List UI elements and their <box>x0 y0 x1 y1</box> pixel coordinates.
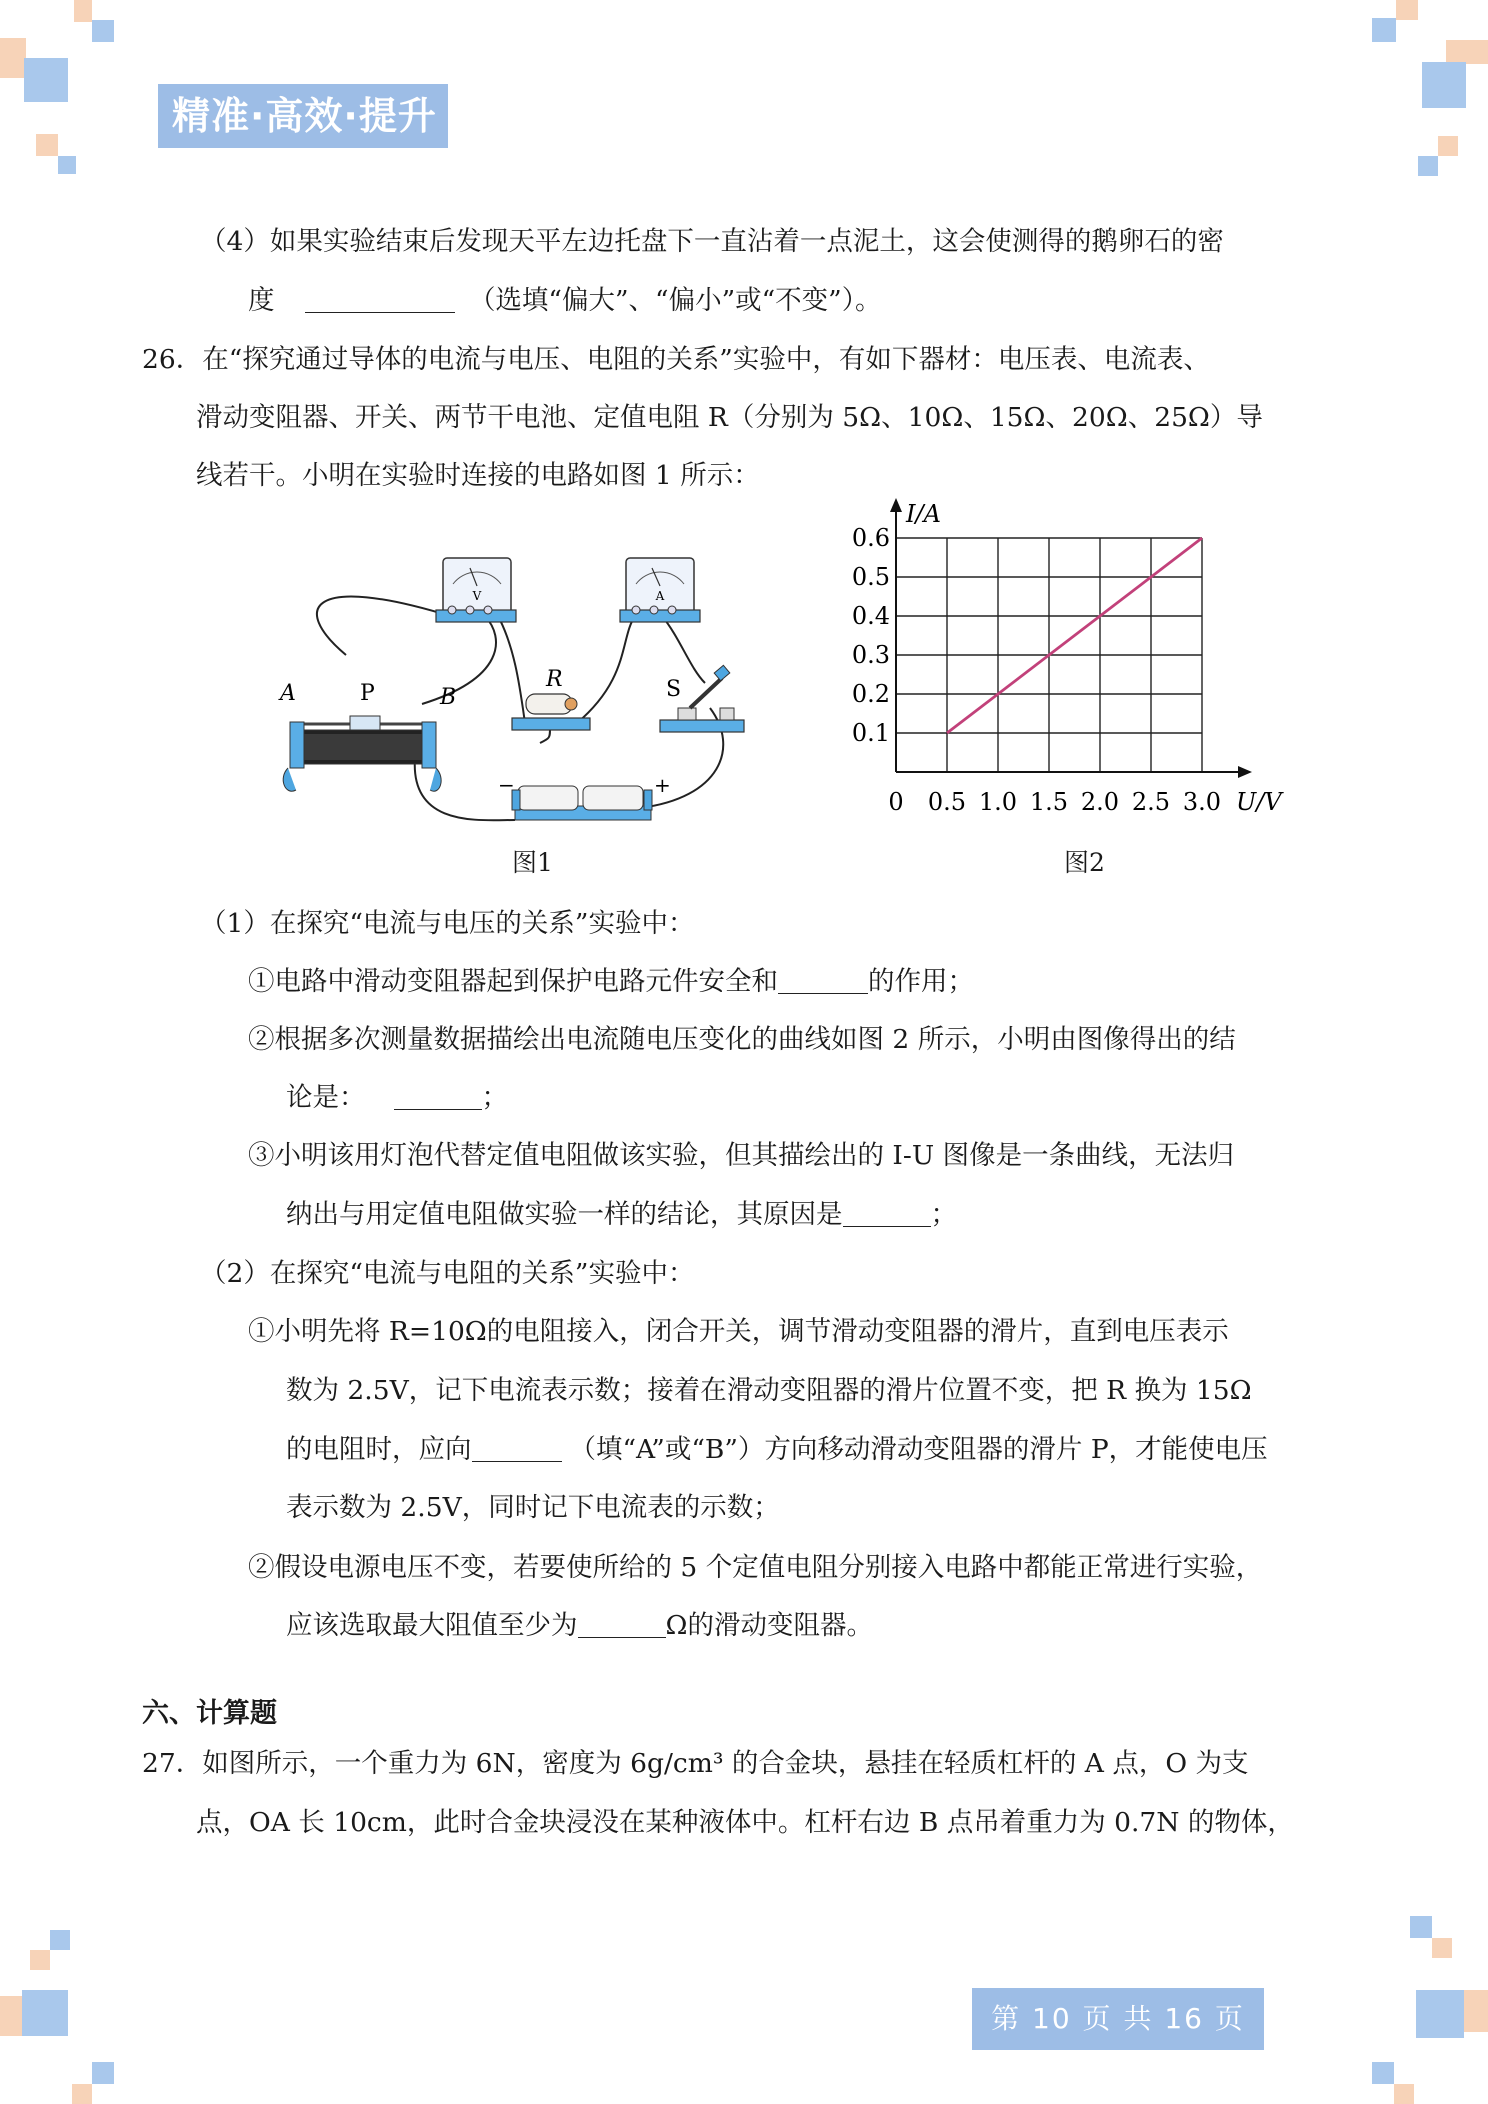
q25-part4-text-a: 度 <box>248 285 275 316</box>
q26-part1-b-text2: 论是： <box>286 1082 366 1113</box>
figure2-caption: 图2 <box>1064 848 1105 877</box>
corner-decoration <box>1372 2062 1394 2084</box>
corner-decoration <box>92 20 114 42</box>
q27-line2: 点，OA 长 10cm，此时合金块浸没在某种液体中。杠杆右边 B 点吊着重力为 0.7N 的物体， <box>196 1807 1294 1838</box>
section6-title: 六、计算题 <box>142 1698 277 1729</box>
label-B: B <box>440 685 457 710</box>
q26-part2-b1: ②假设电源电压不变，若要使所给的 5 个定值电阻分别接入电路中都能正常进行实验， <box>248 1552 1263 1583</box>
corner-decoration <box>1422 62 1466 108</box>
answer-blank[interactable] <box>472 1435 562 1462</box>
corner-decoration <box>72 2084 92 2104</box>
corner-decoration <box>74 0 92 22</box>
q26-part1-title: （1）在探究“电流与电压的关系”实验中： <box>200 908 695 939</box>
chart-x-axis-arrow <box>1238 766 1252 778</box>
voltmeter-label: V <box>472 589 482 603</box>
chart-x-tick-label: 1.5 <box>1029 788 1069 816</box>
chart-x-axis-label: U/V <box>1236 788 1282 816</box>
q26-part1-a-text1: ①电路中滑动变阻器起到保护电路元件安全和 <box>248 966 778 997</box>
q26-part2-a2: 数为 2.5V，记下电流表示数；接着在滑动变阻器的滑片位置不变，把 R 换为 15Ω <box>286 1375 1252 1406</box>
ammeter <box>620 558 700 622</box>
corner-decoration <box>50 1930 70 1950</box>
corner-decoration <box>0 1996 24 2036</box>
answer-blank[interactable] <box>578 1611 666 1638</box>
corner-decoration <box>1410 1916 1432 1938</box>
answer-blank[interactable] <box>394 1083 482 1110</box>
q26-part1-c1: ③小明该用灯泡代替定值电阻做该实验，但其描绘出的 I-U 图像是一条曲线，无法归 <box>248 1140 1235 1171</box>
corner-decoration <box>1396 0 1418 20</box>
chart-x-tick-label: 0 <box>888 788 904 816</box>
corner-decoration <box>1416 1990 1464 2038</box>
chart-y-tick-label: 0.6 <box>851 524 890 552</box>
rheostat <box>283 716 441 791</box>
q26-part2-a1: ①小明先将 R=10Ω的电阻接入，闭合开关，调节滑动变阻器的滑片，直到电压表示 <box>248 1316 1229 1347</box>
corner-decoration <box>1464 1990 1488 2032</box>
header-banner: 精准·高效·提升 <box>158 84 448 148</box>
q26-part2-b2-text2: Ω的滑动变阻器。 <box>665 1610 873 1641</box>
q26-part1-b-text3: ； <box>481 1082 508 1113</box>
figure1-caption: 图1 <box>512 848 553 877</box>
chart-x-tick-label: 2.0 <box>1080 788 1120 816</box>
label-P: P <box>360 681 375 706</box>
corner-decoration <box>1372 18 1396 42</box>
answer-blank[interactable] <box>305 286 455 313</box>
q26-part1-c2 <box>286 1197 957 1233</box>
q26-part2-b2 <box>286 1608 873 1644</box>
answer-blank[interactable] <box>843 1200 931 1227</box>
q26-part1-c-text2: 纳出与用定值电阻做实验一样的结论，其原因是 <box>286 1199 843 1230</box>
q25-part4-text-b: （选填“偏大”、“偏小”或“不变”）。 <box>468 285 882 316</box>
q26-part2-a3-text2: （填“A”或“B”）方向移动滑动变阻器的滑片 P，才能使电压 <box>569 1434 1268 1465</box>
voltmeter <box>436 558 516 622</box>
chart-y-tick-label: 0.3 <box>851 641 890 669</box>
label-plus: + <box>654 773 671 797</box>
iu-chart <box>840 500 1310 840</box>
label-A: A <box>280 681 296 706</box>
q25-part4-line1: （4）如果实验结束后发现天平左边托盘下一直沾着一点泥土，这会使测得的鹅卵石的密 <box>200 226 1224 257</box>
q27-line1: 27．如图所示，一个重力为 6N，密度为 6g/cm³ 的合金块，悬挂在轻质杠杆的 A 点，O 为支 <box>142 1748 1249 1779</box>
chart-y-axis-arrow <box>890 498 902 512</box>
q26-part1-b2 <box>286 1080 508 1116</box>
corner-decoration <box>24 58 68 102</box>
battery <box>512 786 652 820</box>
chart-y-tick-label: 0.4 <box>851 602 890 630</box>
corner-decoration <box>1432 1938 1452 1958</box>
corner-decoration <box>1394 2084 1414 2104</box>
q26-line2: 滑动变阻器、开关、两节干电池、定值电阻 R（分别为 5Ω、10Ω、15Ω、20Ω、25Ω）导 <box>196 402 1263 433</box>
ammeter-label: A <box>655 589 665 603</box>
circuit-figure <box>250 528 810 830</box>
chart-x-tick-label: 0.5 <box>927 788 967 816</box>
q26-part2-a3 <box>286 1432 1268 1468</box>
corner-decoration <box>30 1950 50 1970</box>
chart-series-line <box>947 538 1202 733</box>
chart-y-tick-label: 0.2 <box>851 680 890 708</box>
answer-blank[interactable] <box>778 967 868 994</box>
corner-decoration <box>1446 40 1488 64</box>
q26-part1-c-text3: ； <box>930 1199 957 1230</box>
corner-decoration <box>36 134 58 156</box>
q26-part1-a-text2: 的作用； <box>868 966 974 997</box>
chart-y-tick-label: 0.5 <box>851 563 890 591</box>
q26-line3: 线若干。小明在实验时连接的电路如图 1 所示： <box>196 460 760 491</box>
label-minus: − <box>498 773 515 797</box>
q26-part2-b2-text1: 应该选取最大阻值至少为 <box>286 1610 578 1641</box>
corner-decoration <box>58 156 76 174</box>
q26-part1-b1: ②根据多次测量数据描绘出电流随电压变化的曲线如图 2 所示，小明由图像得出的结 <box>248 1024 1236 1055</box>
q26-part1-a <box>248 964 974 1000</box>
corner-decoration <box>22 1990 68 2036</box>
chart-x-tick-label: 2.5 <box>1131 788 1171 816</box>
corner-decoration <box>92 2062 114 2084</box>
q26-line1: 26．在“探究通过导体的电流与电压、电阻的关系”实验中，有如下器材：电压表、电流表、 <box>142 344 1210 375</box>
chart-y-tick-label: 0.1 <box>851 719 890 747</box>
corner-decoration <box>1438 136 1458 156</box>
chart-x-tick-label: 3.0 <box>1182 788 1222 816</box>
q26-part2-a3-text1: 的电阻时，应向 <box>286 1434 472 1465</box>
chart-x-tick-label: 1.0 <box>978 788 1018 816</box>
label-R: R <box>546 667 563 692</box>
corner-decoration <box>1418 156 1438 176</box>
corner-decoration <box>0 38 26 78</box>
chart-y-axis-label: I/A <box>906 500 941 528</box>
q25-part4-line2 <box>248 283 881 319</box>
q26-part2-a4: 表示数为 2.5V，同时记下电流表的示数； <box>286 1492 780 1523</box>
label-S: S <box>666 677 682 702</box>
q26-part2-title: （2）在探究“电流与电阻的关系”实验中： <box>200 1258 695 1289</box>
page-number: 第 10 页 共 16 页 <box>972 1988 1264 2050</box>
